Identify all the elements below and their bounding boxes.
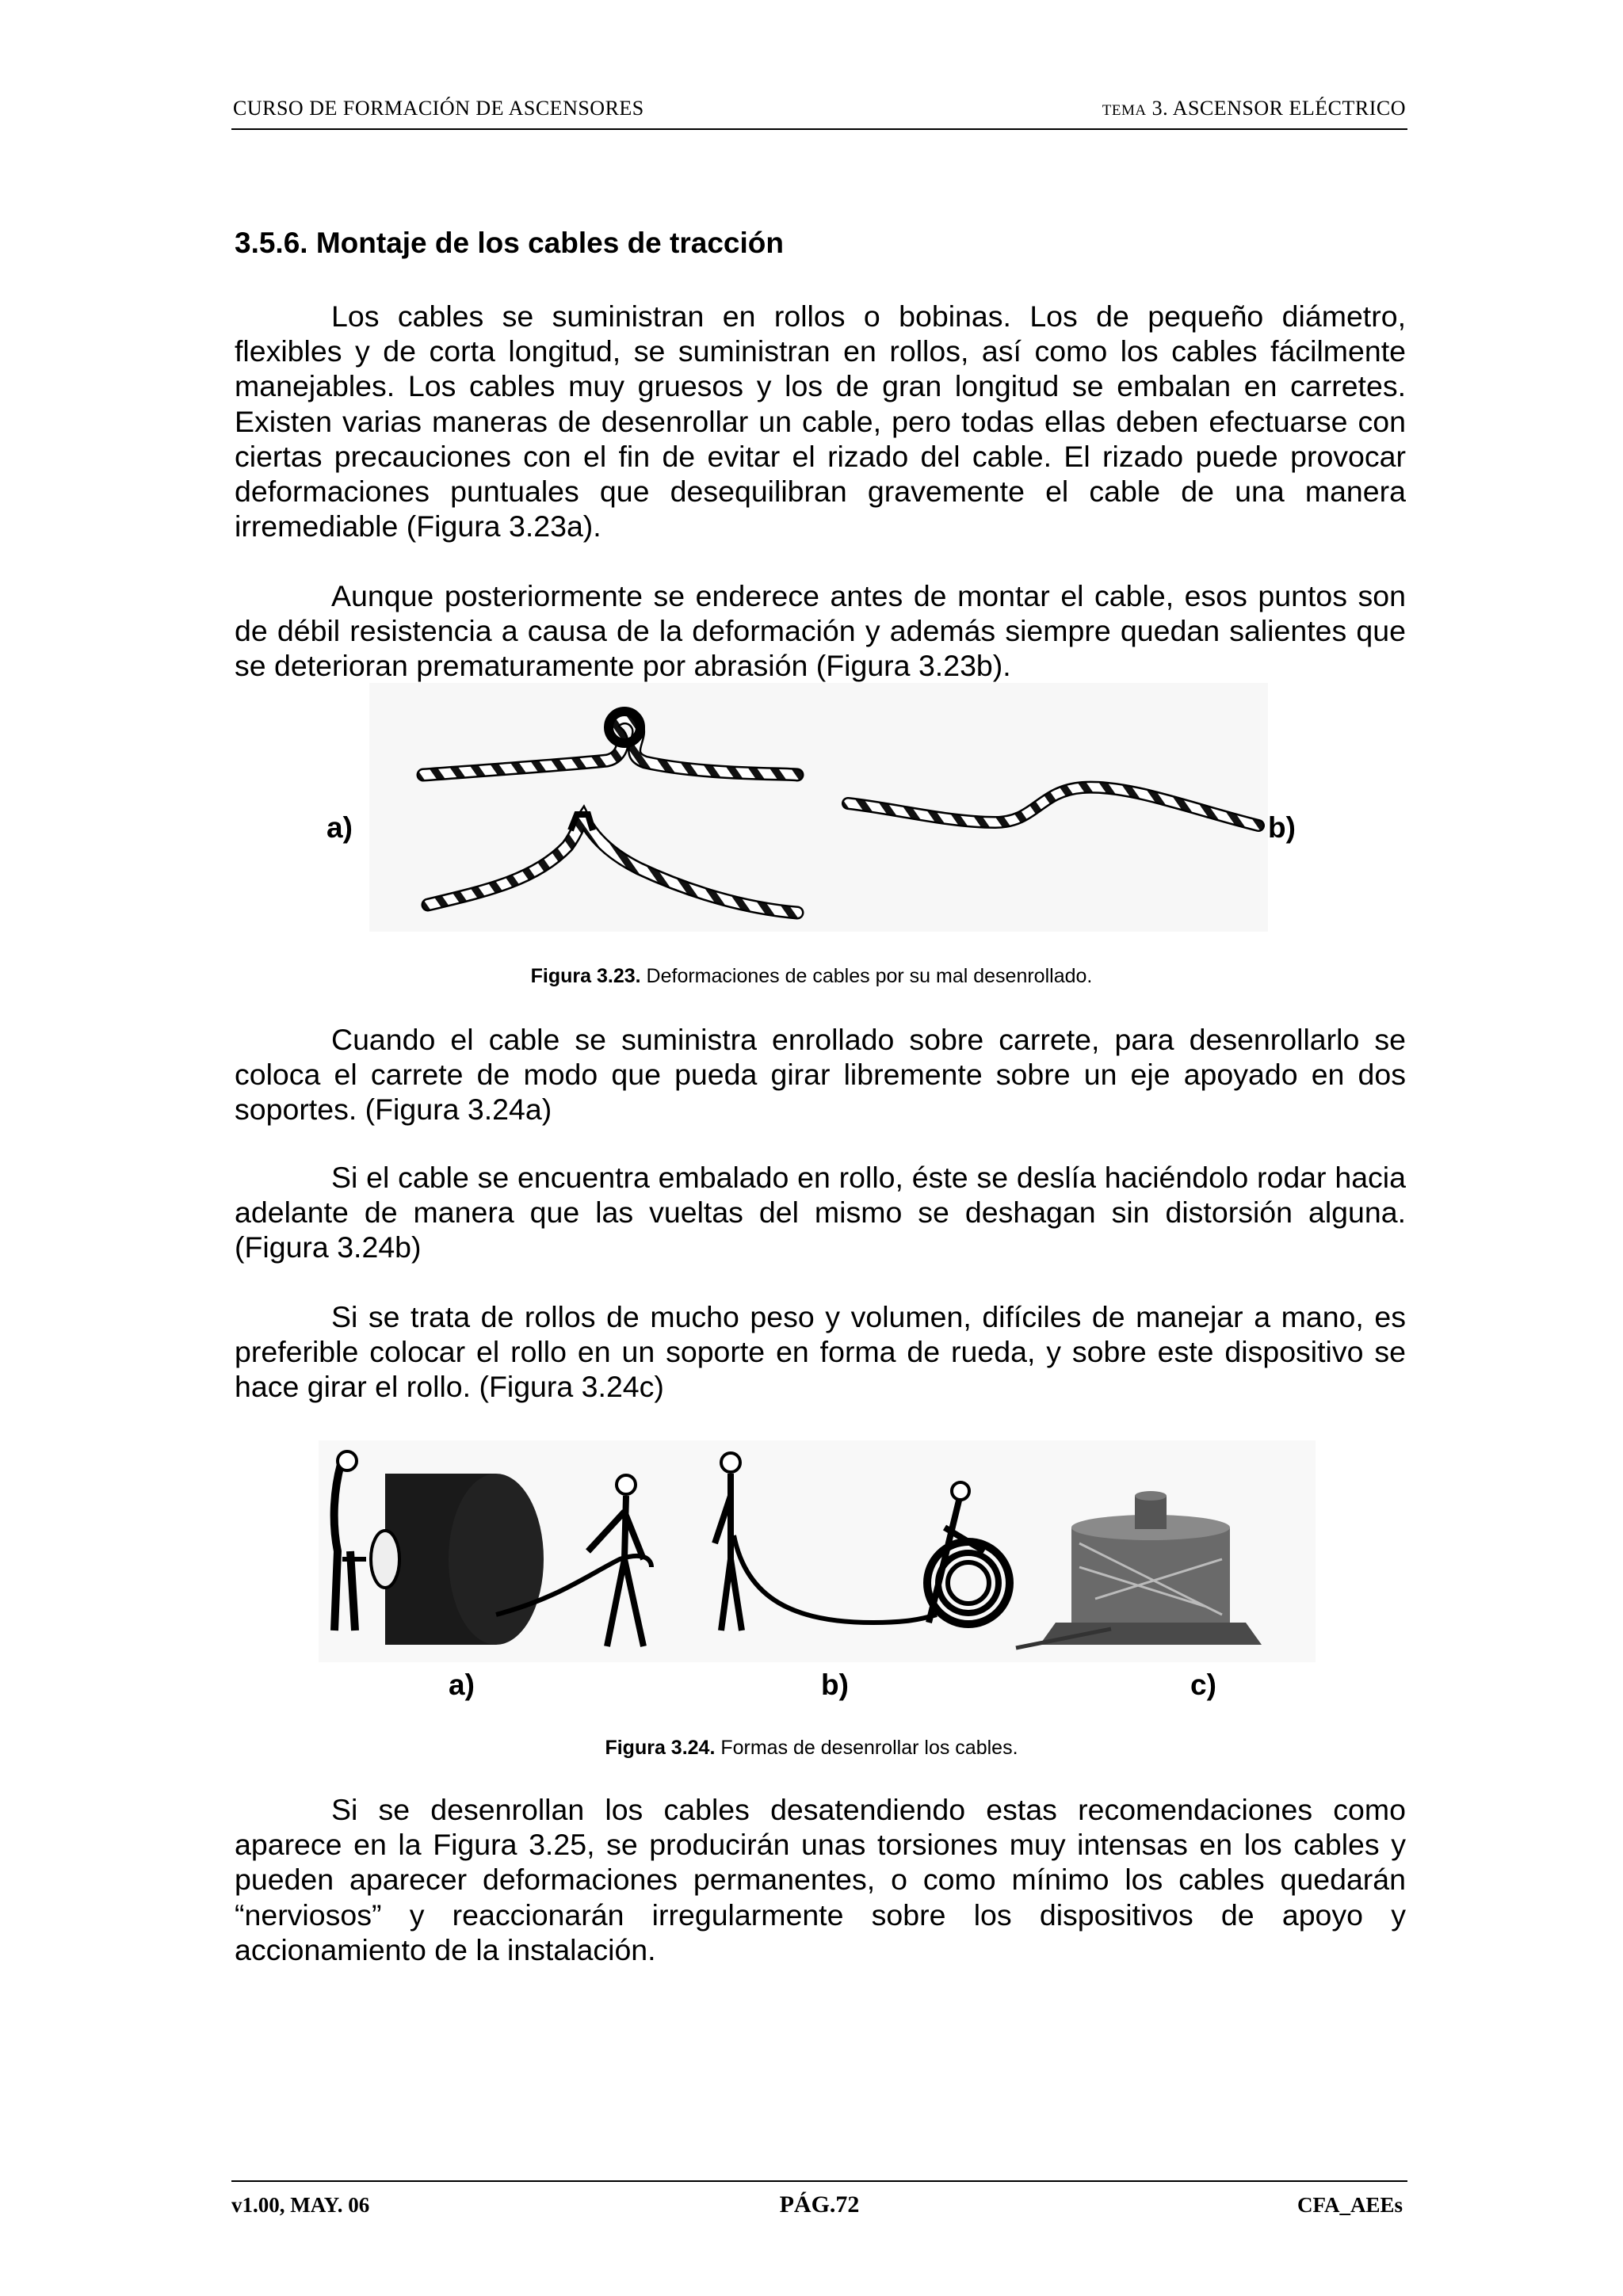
paragraph-warning: Si se desenrollan los cables desatendiendo estas recomendaciones como aparece en la Figura 3.25, se producirán unas torsiones muy intensas en los cables y pueden aparecer deformaciones permanentes, o como mínimo los cables quedarán “nerviosos” y reaccionarán irregularmente sobre los dispositivos de apoyo y accionamiento de la instalación. (235, 1793, 1406, 1966)
figure-3-23-caption-number: Figura 3.23. (530, 965, 641, 987)
page-number: PÁG.72 (779, 2191, 860, 2218)
figure-3-23-cable-deformations (369, 683, 1268, 932)
figure-3-23-label-a: a) (327, 811, 353, 844)
figure-3-24-caption-text: Formas de desenrollar los cables. (715, 1737, 1018, 1759)
coil-on-turntable (1016, 1491, 1262, 1648)
figure-3-24-caption (0, 1737, 1623, 1760)
figure-3-24-unrolling-methods (319, 1440, 1316, 1662)
paragraph-intro: Los cables se suministran en rollos o bobinas. Los de pequeño diámetro, flexibles y de corta longitud, se suministran en rollos, así como los cables fácilmente manejables. Los cables muy gruesos y los de gran longitud se embalan en carretes. Existen varias maneras de desenrollar un cable, pero todas ellas deben efectuarse con ciertas precauciones con el fin de evitar el rizado del cable. El rizado puede provocar deformaciones puntuales que desequilibran gravemente el cable de una manera irremediable (Figura 3.23a). (235, 299, 1406, 543)
paragraph-roll: Si el cable se encuentra embalado en rollo, éste se deslía haciéndolo rodar hacia adelante de manera que las vueltas del mismo se deshagan sin distorsión alguna. (Figura 3.24b) (235, 1161, 1406, 1264)
figure-3-24-caption-number: Figura 3.24. (605, 1737, 716, 1759)
figure-3-24-label-c: c) (1190, 1669, 1216, 1701)
figure-3-24-label-b: b) (821, 1669, 849, 1701)
kinked-cable-bend (428, 814, 797, 913)
page-footer (231, 2180, 1407, 2217)
figure-3-23-label-b: b) (1268, 811, 1296, 844)
figure-3-23-caption-text: Deformaciones de cables por su mal desenrollado. (640, 965, 1093, 987)
chapter-title (1102, 97, 1406, 120)
chapter-name: 3. ASCENSOR ELÉCTRICO (1151, 97, 1406, 120)
cable-deformation-illustration (369, 683, 1268, 932)
reel-on-supports (334, 1451, 651, 1646)
course-title: CURSO DE FORMACIÓN DE ASCENSORES (233, 97, 644, 120)
page-header (231, 95, 1407, 130)
document-code: CFA_AEEs (1296, 2193, 1403, 2217)
paragraph-abrasion: Aunque posteriormente se enderece antes de montar el cable, esos puntos son de débil resistencia a causa de la deformación y además siempre quedan salientes que se deterioran prematuramente por abrasión (Figura 3.23b). (235, 579, 1406, 683)
unrolling-illustration (319, 1440, 1316, 1662)
figure-3-24-label-a: a) (449, 1669, 475, 1701)
paragraph-reel: Cuando el cable se suministra enrollado sobre carrete, para desenrollarlo se coloca el carrete de modo que pueda girar libremente sobre un eje apoyado en dos soportes. (Figura 3.24a) (235, 1023, 1406, 1127)
rolling-coil (715, 1453, 1010, 1630)
version-date: v1.00, MAY. 06 (231, 2193, 370, 2217)
wavy-cable (848, 788, 1258, 826)
paragraph-heavy-roll: Si se trata de rollos de mucho peso y volumen, difíciles de manejar a mano, es preferible colocar el rollo en un soporte en forma de rueda, y sobre este dispositivo se hace girar el rollo. (Figura 3.24c) (235, 1300, 1406, 1404)
figure-3-23-caption (0, 965, 1623, 988)
section-heading: 3.5.6. Montaje de los cables de tracción (235, 227, 784, 259)
kinked-cable-knot (423, 711, 797, 775)
chapter-prefix: TEMA (1102, 102, 1147, 119)
